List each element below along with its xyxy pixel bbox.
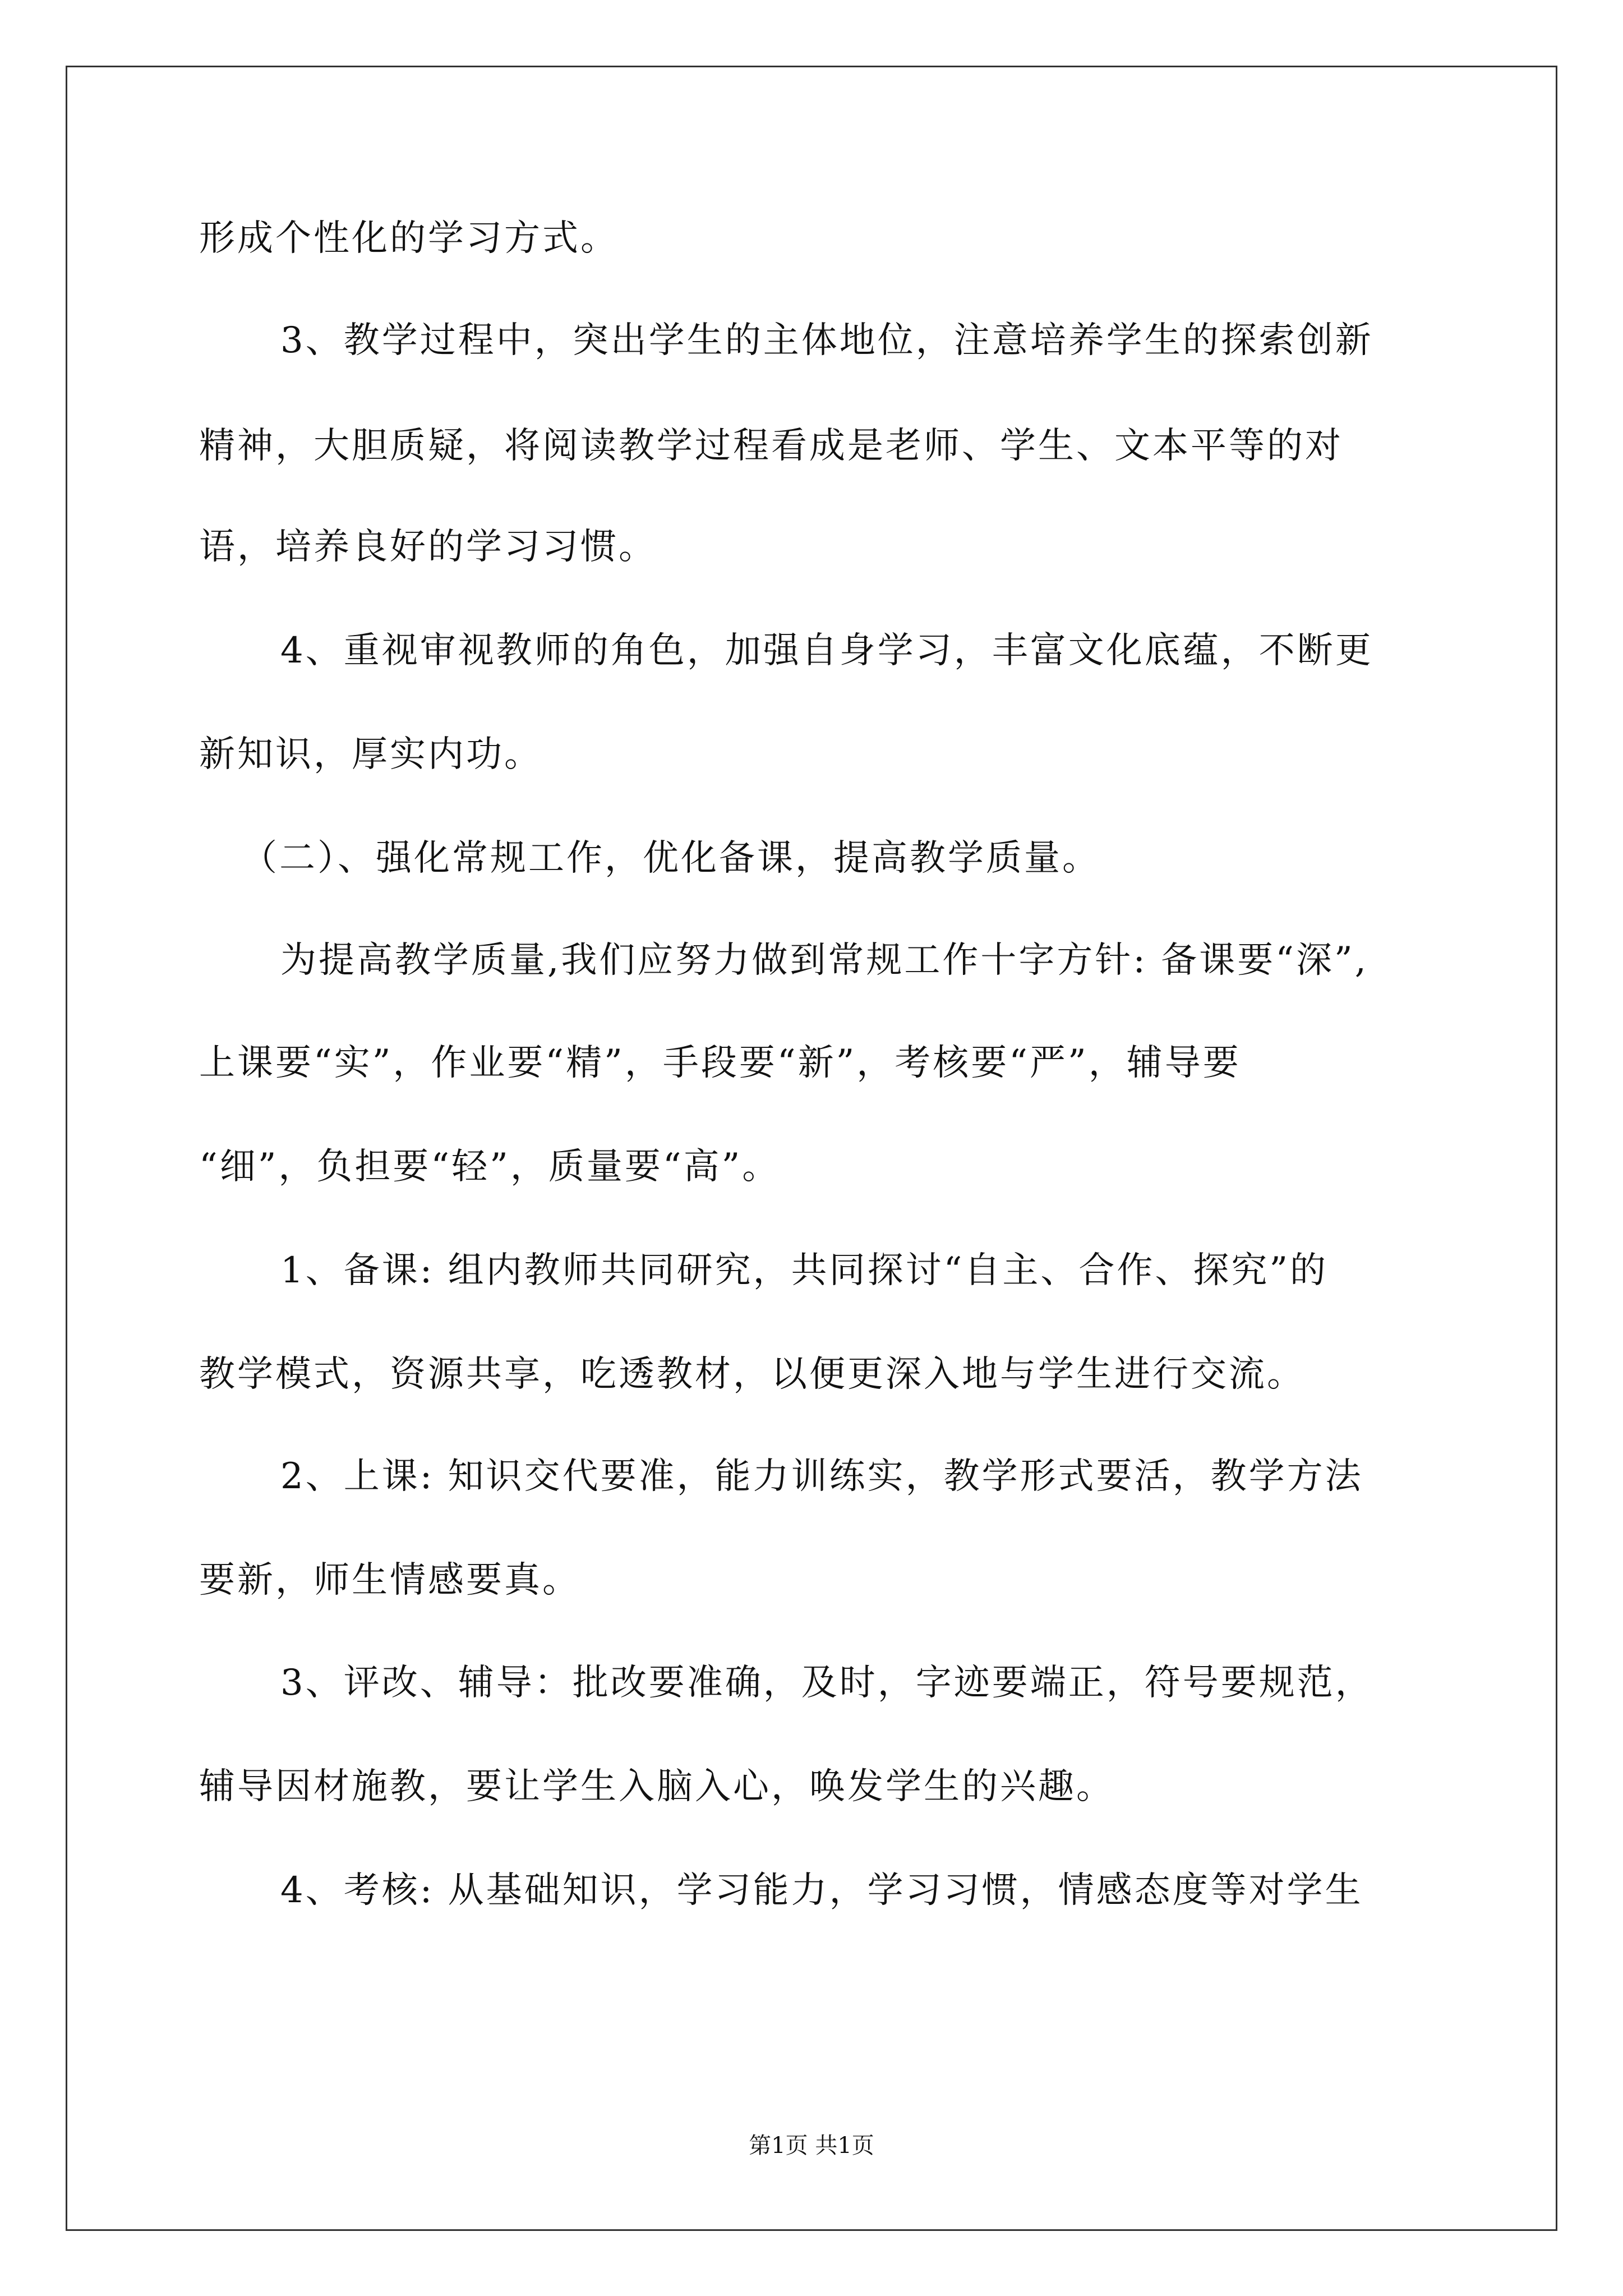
text-line: 2、上课: 知识交代要准，能力训练实，教学形式要活，教学方法 <box>280 1456 1363 1497</box>
text-line: 要新，师生情感要真。 <box>199 1559 580 1601</box>
text-line: 精神，大胆质疑，将阅读教学过程看成是老师、学生、文本平等的对 <box>199 425 1343 467</box>
text-line: 教学模式，资源共享，吃透教材，以便更深入地与学生进行交流。 <box>199 1354 1305 1395</box>
text-line: 上课要“实”，作业要“精”，手段要“新”，考核要“严”，辅导要 <box>199 1042 1241 1084</box>
text-line: 3、评改、辅导：批改要准确，及时，字迹要端正，符号要规范， <box>280 1662 1373 1704</box>
text-line: 语，培养良好的学习习惯。 <box>199 526 657 568</box>
text-line: 形成个性化的学习方式。 <box>199 218 619 259</box>
text-line: 4、考核: 从基础知识，学习能力，学习习惯，情感态度等对学生 <box>280 1870 1363 1911</box>
section-heading: （二）、强化常规工作，优化备课，提高教学质量。 <box>241 838 1100 879</box>
text-line: 为提高教学质量,我们应努力做到常规工作十字方针: 备课要“深”, <box>280 940 1369 981</box>
text-line: 4、重视审视教师的角色，加强自身学习，丰富文化底蕴，不断更 <box>280 630 1373 671</box>
text-line: 1、备课: 组内教师共同研究，共同探讨“自主、合作、探究”的 <box>280 1250 1329 1291</box>
text-line: 新知识，厚实内功。 <box>199 734 542 775</box>
text-line: “细”，负担要“轻”，质量要“高”。 <box>199 1146 781 1188</box>
text-line: 辅导因材施教，要让学生入脑入心，唤发学生的兴趣。 <box>199 1766 1114 1807</box>
page-footer: 第1页 共1页 <box>749 2133 874 2159</box>
text-line: 3、教学过程中，突出学生的主体地位，注意培养学生的探索创新 <box>280 320 1373 361</box>
